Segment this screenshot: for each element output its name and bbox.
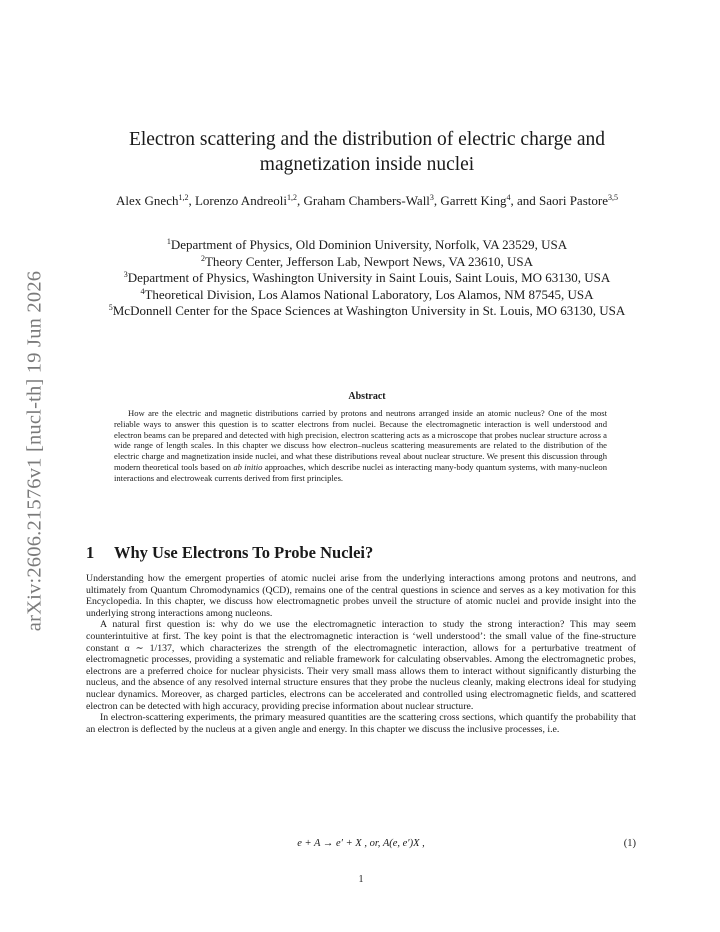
author-affil-sup: 4	[506, 193, 511, 202]
author-name: , Garrett King	[433, 193, 507, 208]
author-name: , Graham Chambers-Wall	[297, 193, 430, 208]
affiliation-text: Theoretical Division, Los Alamos National Laboratory, Los Alamos, NM 87545, USA	[144, 286, 594, 302]
author-name: , Lorenzo Andreoli	[188, 193, 288, 208]
affiliation-text: Department of Physics, Washington University in Saint Louis, Saint Louis, MO 63130, USA	[127, 270, 611, 285]
author-name: , and Saori Pastore	[510, 193, 608, 208]
affiliation-sup: 3	[123, 270, 128, 279]
abstract-heading: Abstract	[348, 391, 386, 402]
affiliation	[86, 287, 648, 304]
arxiv-identifier	[19, 258, 51, 644]
section-number: 1	[86, 543, 95, 562]
author-affil-sup: 1,2	[178, 193, 189, 202]
page-number: 1	[358, 874, 364, 885]
author-name: Alex Gnech	[116, 193, 179, 208]
affiliation	[86, 237, 648, 254]
author-affil-sup: 3,5	[607, 193, 618, 202]
title-line-1: Electron scattering and the distribution of electric charge and	[128, 129, 606, 150]
affiliation	[86, 303, 648, 320]
section-body	[86, 573, 636, 735]
affiliation-text: Theory Center, Jefferson Lab, Newport News, VA 23610, USA	[204, 253, 534, 269]
affiliation-sup: 1	[166, 237, 171, 246]
abstract-text: approaches, which describe nuclei as interacting many-body quantum systems, with many-nucleon interactions and electroweak currents derived from first principles.	[114, 461, 607, 483]
author-affil-sup: 1,2	[287, 193, 298, 202]
paragraph: A natural first question is: why do we use the electromagnetic interaction to study the strong interaction? This may seem counterintuitive at first. The key point is that the electromagnetic interaction is ‘well understood’: the small value of the fine-structure constant α ∼ 1/137, which characterizes the strength of the electromagnetic interaction, allows for a perturbative treatment of electromagnetic processes, providing a systematic and reliable framework for calculating observables. Among the electromagnetic probes, electrons are a preferred choice for nuclear physicists. Their very small mass allows them to interact without significantly disturbing the nucleus, and the absence of any resolved internal structure ensures that they probe the nucleus cleanly, making electrons ideal for studying nuclear dynamics. Moreover, as charged particles, electrons can be accelerated and controlled using electromagnetic fields, and scattered electron can be detected with high accuracy, providing precise information about nuclear structure.	[86, 619, 636, 712]
section-title: Why Use Electrons To Probe Nuclei?	[114, 543, 374, 562]
affiliation-text: Department of Physics, Old Dominion University, Norfolk, VA 23529, USA	[170, 237, 568, 252]
affiliation-text: McDonnell Center for the Space Sciences at Washington University in St. Louis, MO 63130, USA	[112, 303, 626, 318]
abstract-italic: ab initio	[233, 461, 263, 472]
author-affil-sup: 3	[429, 193, 434, 202]
section-heading	[86, 543, 373, 563]
abstract-body	[114, 408, 607, 484]
affiliation	[86, 254, 648, 271]
paper-title	[86, 127, 648, 177]
equation	[86, 838, 636, 852]
author-list	[86, 192, 648, 209]
affiliation	[86, 270, 648, 287]
equation-body: e + A → e′ + X , or, A(e, e′)X ,	[297, 838, 425, 849]
arxiv-identifier-text: arXiv:2606.21576v1 [nucl-th] 19 Jun 2026	[23, 270, 46, 632]
affiliation-sup: 4	[140, 286, 145, 296]
paragraph: In electron-scattering experiments, the primary measured quantities are the scattering cross sections, which quantify the probability that an electron is deflected by the nucleus at a given angle and energy. In this chapter we discuss the inclusive processes, i.e.	[86, 712, 636, 735]
abstract-text: How are the electric and magnetic distributions carried by protons and neutrons arranged inside an atomic nucleus? One of the most reliable ways to answer this question is to scatter electrons from nuclei. Because the electromagnetic interaction is well understood and electron beams can be prepared and detected with high precision, electron scattering acts as a microscope that probes nuclear structure across a wide range of length scales. In this chapter we discuss how electron–nucleus scattering measurements are related to the distribution of the electric charge and magnetization inside nuclei, and what these distributions reveal about nuclear structure. We present this discussion through modern theoretical tools based on	[114, 408, 607, 472]
affiliation-list	[86, 237, 648, 320]
equation-number: (1)	[623, 838, 636, 849]
paragraph: Understanding how the emergent properties of atomic nuclei arise from the underlying interactions among protons and neutrons, and ultimately from Quantum Chromodynamics (QCD), remains one of the central questions in science and serves as a key motivation for this Encyclopedia. In this chapter, we discuss how electromagnetic probes unveil the structure of atomic nuclei and provide insight into the underlying strong interactions among nucleons.	[86, 573, 636, 619]
title-line-2: magnetization inside nuclei	[259, 154, 475, 175]
affiliation-sup: 5	[108, 303, 113, 312]
affiliation-sup: 2	[200, 253, 205, 263]
